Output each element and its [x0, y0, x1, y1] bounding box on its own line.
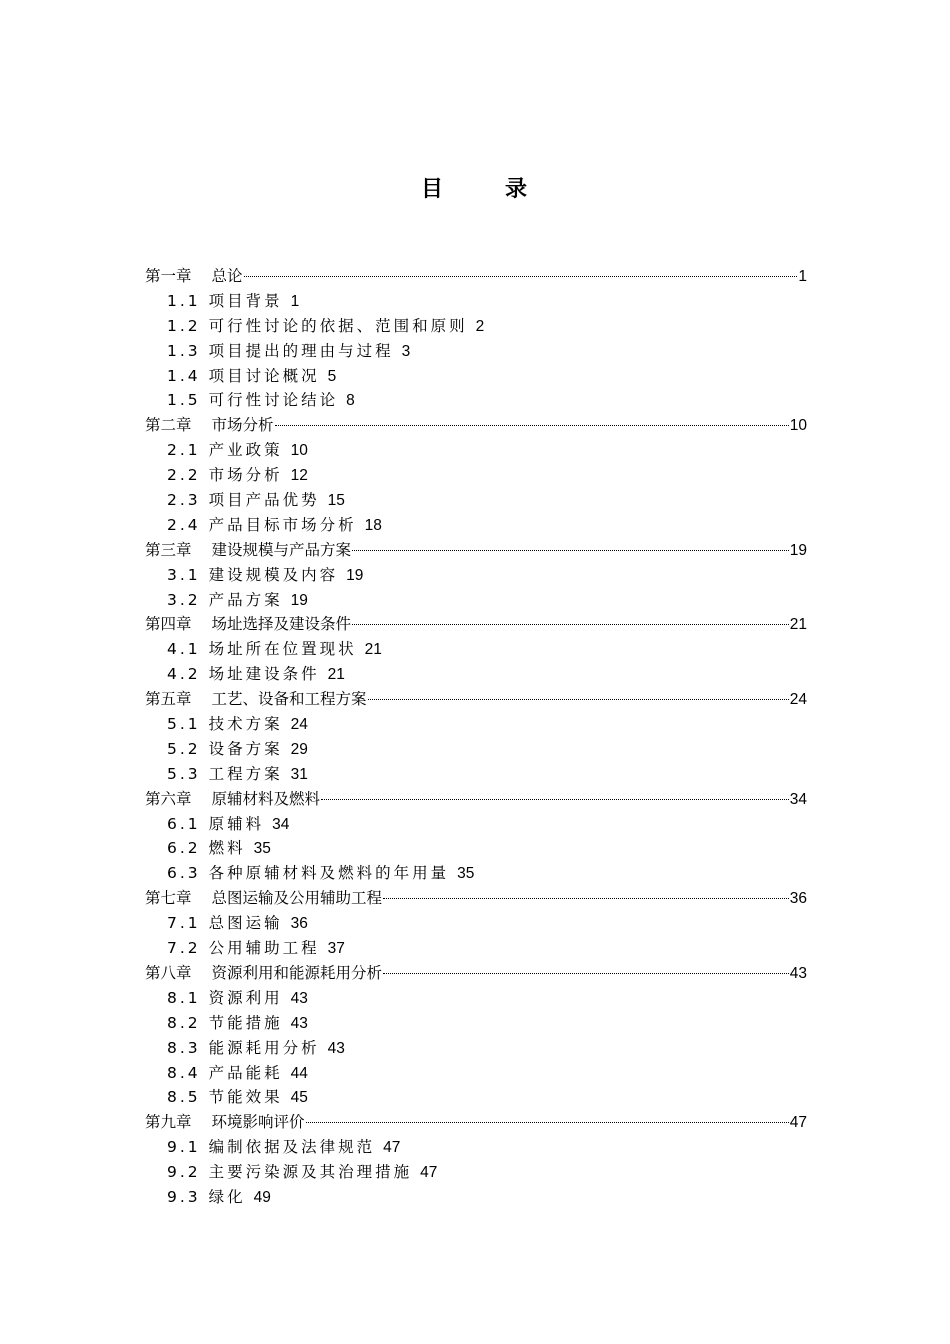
chapter-number: 第八章: [145, 963, 192, 982]
chapter-page-number: 10: [789, 417, 807, 435]
toc-section-entry[interactable]: [145, 936, 807, 961]
chapter-number: 第三章: [145, 540, 192, 559]
chapter-number: 第二章: [145, 416, 192, 435]
chapter-title: 总图运输及公用辅助工程: [211, 889, 383, 908]
chapter-number: 第一章: [145, 267, 192, 285]
toc-chapter-entry[interactable]: [145, 264, 807, 289]
toc-title-char-1: 目: [420, 177, 445, 202]
toc-section-entry[interactable]: [145, 836, 807, 861]
section-title: 4.1 场址所在位置现状: [167, 640, 357, 659]
section-page-number: 3: [401, 342, 411, 360]
toc-section-entry[interactable]: [145, 463, 807, 488]
toc-section-entry[interactable]: [145, 1011, 807, 1036]
toc-section-entry[interactable]: [145, 911, 807, 936]
chapter-title: 市场分析: [211, 416, 274, 435]
toc-chapter-entry[interactable]: [145, 413, 807, 438]
section-page-number: 2: [475, 317, 485, 335]
section-title: 5.2 设备方案: [167, 739, 283, 758]
toc-section-entry[interactable]: [145, 488, 807, 513]
chapter-page-number: 34: [789, 790, 807, 808]
section-title: 1.2 可行性讨论的依据、范围和原则: [167, 316, 468, 335]
chapter-page-number: 43: [789, 964, 807, 982]
toc-section-entry[interactable]: [145, 438, 807, 463]
chapter-number: 第四章: [145, 615, 192, 634]
section-page-number: 34: [272, 815, 290, 833]
section-page-number: 5: [327, 367, 337, 385]
section-page-number: 12: [290, 467, 308, 485]
toc-section-entry[interactable]: [145, 1085, 807, 1110]
section-page-number: 29: [290, 740, 308, 758]
toc-section-entry[interactable]: [145, 339, 807, 364]
section-page-number: 1: [290, 292, 300, 310]
toc-chapter-entry[interactable]: [145, 1110, 807, 1135]
toc-chapter-entry[interactable]: [145, 961, 807, 986]
section-title: 8.5 节能效果: [167, 1088, 283, 1107]
toc-section-entry[interactable]: [145, 986, 807, 1011]
chapter-number: 第五章: [145, 690, 192, 709]
toc-section-entry[interactable]: [145, 513, 807, 538]
chapter-title: 原辅材料及燃料: [211, 789, 321, 808]
toc-title: [0, 172, 950, 203]
toc-chapter-entry[interactable]: [145, 886, 807, 911]
section-page-number: 37: [327, 940, 345, 958]
section-page-number: 43: [290, 989, 308, 1007]
chapter-number: 第七章: [145, 889, 192, 908]
chapter-title: 建设规模与产品方案: [211, 540, 352, 559]
section-title: 8.4 产品能耗: [167, 1063, 283, 1082]
toc-section-entry[interactable]: [145, 737, 807, 762]
chapter-title: 场址选择及建设条件: [211, 615, 352, 634]
section-page-number: 8: [346, 392, 355, 410]
section-title: 9.1 编制依据及法律规范: [167, 1138, 376, 1157]
chapter-page-number: 1: [798, 268, 807, 285]
section-title: 2.4 产品目标市场分析: [167, 515, 357, 534]
section-title: 8.2 节能措施: [167, 1013, 283, 1032]
chapter-number: 第九章: [145, 1113, 192, 1132]
section-title: 4.2 场址建设条件: [167, 665, 320, 684]
toc-section-entry[interactable]: [145, 637, 807, 662]
toc-section-entry[interactable]: [145, 1135, 807, 1160]
section-page-number: 35: [253, 840, 271, 858]
section-title: 1.3 项目提出的理由与过程: [167, 341, 394, 360]
section-title: 3.1 建设规模及内容: [167, 565, 339, 584]
toc-chapter-entry[interactable]: [145, 687, 807, 712]
chapter-title: 资源利用和能源耗用分析: [211, 963, 383, 982]
chapter-title: 环境影响评价: [211, 1113, 305, 1132]
table-of-contents: [145, 264, 807, 1210]
dot-leader: [275, 425, 789, 426]
toc-chapter-entry[interactable]: [145, 787, 807, 812]
toc-section-entry[interactable]: [145, 1185, 807, 1210]
chapter-page-number: 24: [789, 691, 807, 709]
section-page-number: 47: [420, 1164, 438, 1182]
section-title: 2.3 项目产品优势: [167, 491, 320, 510]
toc-section-entry[interactable]: [145, 861, 807, 886]
dot-leader: [383, 973, 789, 974]
section-page-number: 21: [327, 666, 345, 684]
chapter-title: 工艺、设备和工程方案: [211, 690, 367, 709]
section-title: 6.2 燃料: [167, 839, 246, 858]
section-page-number: 19: [290, 591, 308, 609]
dot-leader: [383, 898, 789, 899]
toc-chapter-entry[interactable]: [145, 612, 807, 637]
section-title: 8.3 能源耗用分析: [167, 1038, 320, 1057]
dot-leader: [352, 624, 789, 625]
section-title: 2.1 产业政策: [167, 441, 283, 460]
section-page-number: 49: [253, 1188, 271, 1206]
section-title: 9.2 主要污染源及其治理措施: [167, 1163, 413, 1182]
section-page-number: 45: [290, 1089, 308, 1107]
chapter-page-number: 19: [789, 541, 807, 559]
dot-leader: [352, 550, 789, 551]
toc-section-entry[interactable]: [145, 588, 807, 613]
section-title: 8.1 资源利用: [167, 988, 283, 1007]
toc-section-entry[interactable]: [145, 1036, 807, 1061]
section-page-number: 31: [290, 765, 308, 783]
section-title: 5.1 技术方案: [167, 715, 283, 734]
section-title: 1.4 项目讨论概况: [167, 366, 320, 385]
toc-section-entry[interactable]: [145, 1061, 807, 1086]
dot-leader: [321, 799, 789, 800]
toc-section-entry[interactable]: [145, 314, 807, 339]
section-title: 1.5 可行性讨论结论: [167, 391, 339, 410]
section-page-number: 21: [364, 641, 382, 659]
chapter-number: 第六章: [145, 789, 192, 808]
section-title: 6.3 各种原辅材料及燃料的年用量: [167, 864, 450, 883]
section-page-number: 36: [290, 915, 308, 933]
toc-section-entry[interactable]: [145, 762, 807, 787]
dot-leader: [244, 276, 798, 277]
section-page-number: 10: [290, 442, 308, 460]
chapter-page-number: 47: [789, 1114, 807, 1132]
toc-section-entry[interactable]: [145, 364, 807, 389]
section-title: 2.2 市场分析: [167, 466, 283, 485]
toc-section-entry[interactable]: [145, 563, 807, 588]
section-title: 5.3 工程方案: [167, 764, 283, 783]
section-title: 9.3 绿化: [167, 1187, 246, 1206]
section-title: 1.1 项目背景: [167, 291, 283, 310]
section-page-number: 24: [290, 716, 308, 734]
section-title: 3.2 产品方案: [167, 590, 283, 609]
section-page-number: 47: [383, 1139, 401, 1157]
section-title: 7.1 总图运输: [167, 914, 283, 933]
toc-section-entry[interactable]: [145, 662, 807, 687]
toc-section-entry[interactable]: [145, 388, 807, 413]
section-title: 6.1 原辅料: [167, 814, 265, 833]
chapter-title: 总论: [211, 267, 243, 285]
dot-leader: [306, 1122, 789, 1123]
toc-section-entry[interactable]: [145, 289, 807, 314]
toc-chapter-entry[interactable]: [145, 538, 807, 563]
section-page-number: 44: [290, 1064, 308, 1082]
toc-section-entry[interactable]: [145, 712, 807, 737]
chapter-page-number: 21: [789, 616, 807, 634]
toc-title-char-2: 录: [505, 177, 530, 202]
section-page-number: 35: [457, 865, 475, 883]
toc-section-entry[interactable]: [145, 812, 807, 837]
section-page-number: 19: [346, 566, 364, 584]
toc-section-entry[interactable]: [145, 1160, 807, 1185]
section-title: 7.2 公用辅助工程: [167, 939, 320, 958]
section-page-number: 43: [290, 1014, 308, 1032]
section-page-number: 43: [327, 1039, 345, 1057]
section-page-number: 15: [327, 492, 345, 510]
dot-leader: [368, 699, 789, 700]
section-page-number: 18: [364, 516, 382, 534]
chapter-page-number: 36: [789, 890, 807, 908]
